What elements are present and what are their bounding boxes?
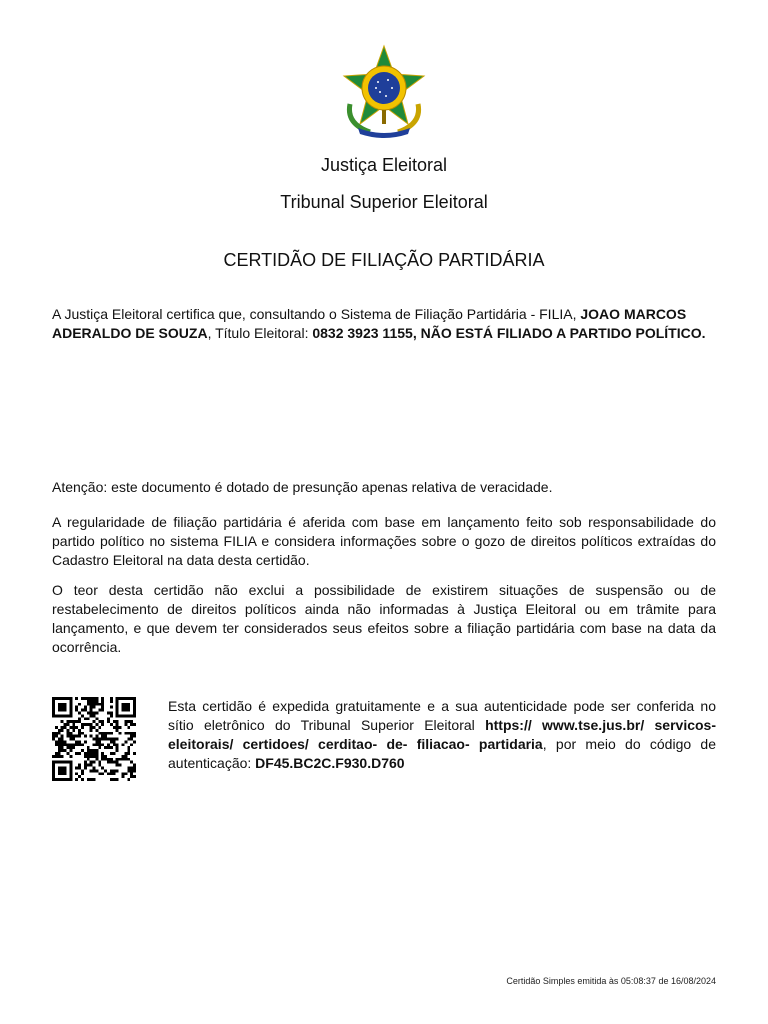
- header-tse: Tribunal Superior Eleitoral: [280, 192, 488, 212]
- certification-intro: A Justiça Eleitoral certifica que, consultando o Sistema de Filiação Partidária - FILIA,: [52, 306, 581, 322]
- verification-text: Esta certidão é expedida gratuitamente e a sua autenticidade pode ser conferida no sítio eletrônico do Tribunal Superior Eleitoral: [168, 698, 716, 733]
- header-justica-eleitoral: Justiça Eleitoral: [320, 155, 448, 175]
- brazil-coat-of-arms-icon: [336, 44, 432, 140]
- verification-code-label: , por meio do código de autenticação:: [168, 736, 716, 771]
- verification-url[interactable]: https:// www.tse.jus.br/ servicos- eleitorais/ certidoes/ cerditao- de- filiacao- partidaria: [168, 717, 716, 752]
- verification-paragraph: [168, 697, 716, 773]
- teor-paragraph: O teor desta certidão não exclui a possibilidade de existirem situações de suspensão ou de restabelecimento de direitos políticos ainda não informadas à Justiça Eleitoral ou em trâmite para lançamento, e que devem ter considerados seus efeitos sobre a filiação partidária com base na data da ocorrência.: [52, 582, 716, 655]
- authentication-code: DF45.BC2C.F930.D760: [255, 755, 405, 771]
- voter-title-number: 0832 3923 1155: [312, 325, 413, 341]
- qr-code-icon: [52, 697, 136, 781]
- issued-timestamp: Certidão Simples emitida às 05:08:37 de 16/08/2024: [506, 976, 716, 986]
- voter-title-label: , Título Eleitoral:: [207, 325, 313, 341]
- voter-name: JOAO MARCOS ADERALDO DE SOUZA: [52, 306, 687, 341]
- regularity-paragraph: A regularidade de filiação partidária é aferida com base em lançamento feito sob responsabilidade do partido político no sistema FILIA e considera informações sobre o gozo de direitos políticos extraídas do Cadastro Eleitoral na data desta certidão.: [52, 514, 716, 568]
- document-title: CERTIDÃO DE FILIAÇÃO PARTIDÁRIA: [223, 250, 545, 270]
- filiation-status: , NÃO ESTÁ FILIADO A PARTIDO POLÍTICO.: [412, 325, 706, 341]
- attention-note: Atenção: este documento é dotado de presunção apenas relativa de veracidade.: [52, 479, 553, 495]
- certification-statement: [52, 305, 716, 343]
